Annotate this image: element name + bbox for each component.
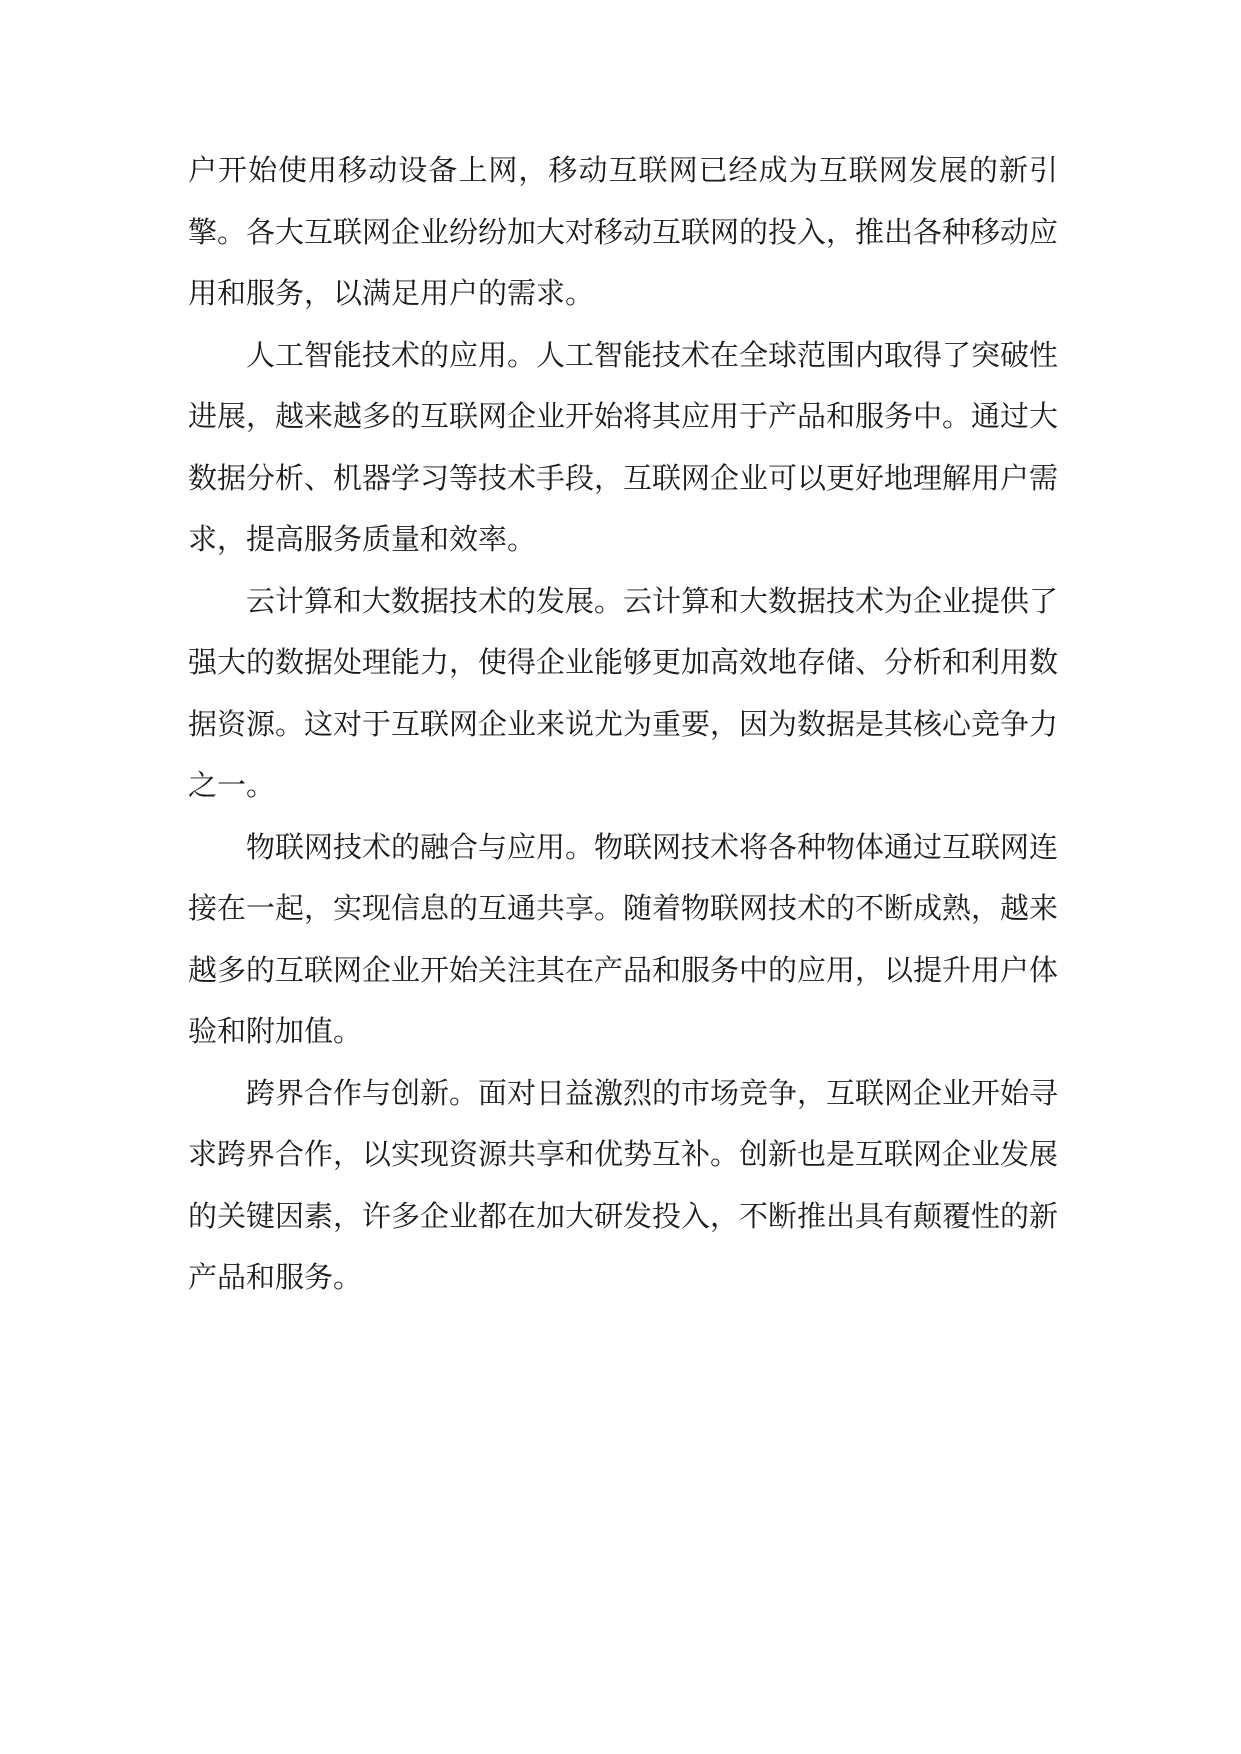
paragraph-internet-of-things: 物联网技术的融合与应用。物联网技术将各种物体通过互联网连接在一起，实现信息的互通共享。随着物联网技术的不断成熟，越来越多的互联网企业开始关注其在产品和服务中的应用，以提升用户体验和附加值。 <box>188 829 1059 1048</box>
document-body <box>188 140 1058 1309</box>
paragraph-mobile-internet: 户开始使用移动设备上网，移动互联网已经成为互联网发展的新引擎。各大互联网企业纷纷加大对移动互联网的投入，推出各种移动应用和服务，以满足用户的需求。 <box>188 153 1059 310</box>
paragraph-artificial-intelligence: 人工智能技术的应用。人工智能技术在全球范围内取得了突破性进展，越来越多的互联网企业开始将其应用于产品和服务中。通过大数据分析、机器学习等技术手段，互联网企业可以更好地理解用户需求，提高服务质量和效率。 <box>188 337 1059 556</box>
paragraph-cross-border-innovation: 跨界合作与创新。面对日益激烈的市场竞争，互联网企业开始寻求跨界合作，以实现资源共享和优势互补。创新也是互联网企业发展的关键因素，许多企业都在加大研发投入，不断推出具有颠覆性的新产品和服务。 <box>188 1075 1059 1294</box>
paragraph-cloud-big-data: 云计算和大数据技术的发展。云计算和大数据技术为企业提供了强大的数据处理能力，使得企业能够更加高效地存储、分析和利用数据资源。这对于互联网企业来说尤为重要，因为数据是其核心竞争力之一。 <box>188 583 1059 802</box>
